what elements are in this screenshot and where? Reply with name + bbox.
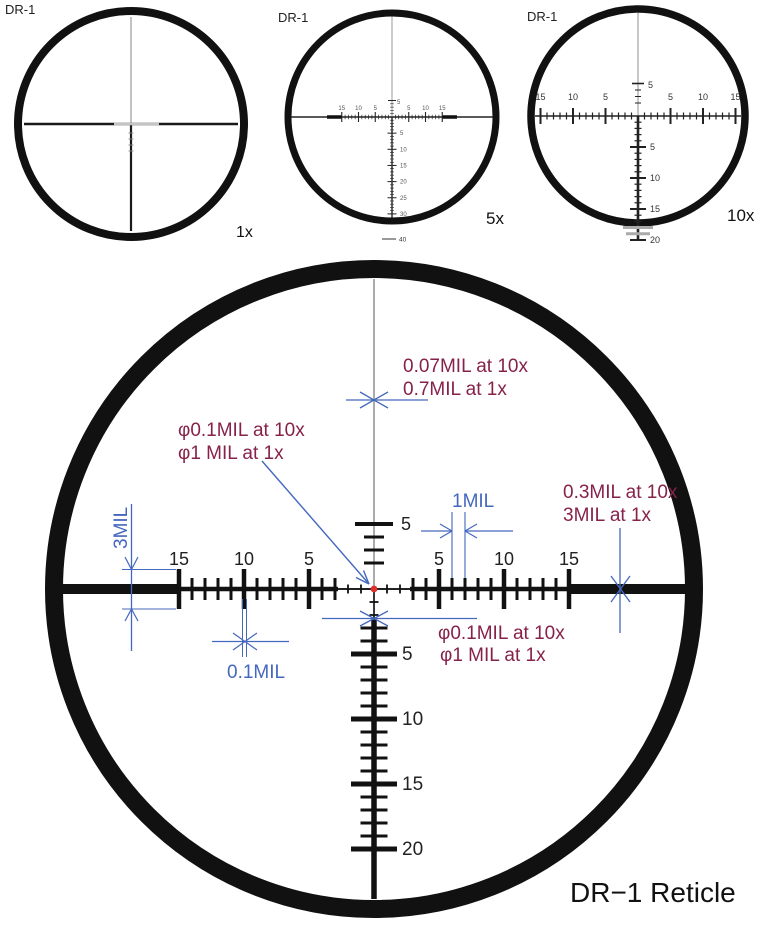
tick-label: 25 xyxy=(400,195,407,202)
tick-label: 20 xyxy=(402,839,424,860)
center-dot-lower-line2: φ1 MIL at 1x xyxy=(440,645,546,666)
tick-label: 15 xyxy=(730,92,741,102)
tick-label: 10 xyxy=(402,709,424,730)
main-reticle xyxy=(54,269,694,909)
center-dot-lower-line1: φ0.1MIL at 10x xyxy=(438,623,565,644)
tick-label: 15 xyxy=(558,549,580,569)
scope-10x-title: DR-1 xyxy=(527,9,558,24)
tick-label: 5 xyxy=(407,106,411,112)
tick-label: 15 xyxy=(650,204,661,214)
annotation-line-thickness-right xyxy=(563,482,678,633)
tick-label: 30 xyxy=(400,211,407,218)
tick-label: 5 xyxy=(373,106,377,112)
tick-label: 5 xyxy=(400,131,404,138)
tick-label: 10 xyxy=(650,173,661,183)
annotation-bar-height-left xyxy=(111,504,176,651)
scope-5x-title: DR-1 xyxy=(278,10,309,25)
tick-label: 5 xyxy=(397,100,401,106)
diagram-title: DR−1 Reticle xyxy=(570,877,736,908)
tick-label: 20 xyxy=(650,235,661,245)
tick-label: 10 xyxy=(567,92,579,102)
tick-label: 10 xyxy=(697,92,709,102)
arrow-left-icon xyxy=(465,524,477,531)
tick-label: 15 xyxy=(438,106,446,112)
center-dot-upper-line1: φ0.1MIL at 10x xyxy=(178,420,305,441)
tick-label: 5 xyxy=(401,514,412,534)
line-thickness-line2: 3MIL at 1x xyxy=(563,505,652,526)
scope-1x xyxy=(5,2,253,241)
center-dot xyxy=(371,586,378,593)
tick-label: 10 xyxy=(355,106,362,112)
tick-label: 10 xyxy=(400,147,407,154)
tick-label: 15 xyxy=(400,163,407,170)
three-mil-label: 3MIL xyxy=(111,506,132,549)
tick-label: 15 xyxy=(535,92,546,102)
arrow-up-icon xyxy=(125,609,132,621)
scope-5x xyxy=(278,10,504,244)
annotation-center-dot-upper xyxy=(178,420,369,584)
annotation-center-dot-lower xyxy=(322,611,565,666)
tick-label: 10 xyxy=(422,106,429,112)
center-dot-upper-line2: φ1 MIL at 1x xyxy=(178,443,284,464)
scope-10x-mag-label: 10x xyxy=(727,206,755,225)
tick-label: 5 xyxy=(648,80,654,90)
tick-label: 5 xyxy=(602,92,609,102)
tick-label: 15 xyxy=(338,106,346,112)
arrow-down-icon xyxy=(125,557,132,570)
scope-5x-mag-label: 5x xyxy=(486,209,504,228)
tick-label: 15 xyxy=(402,774,424,795)
tick-label: 5 xyxy=(402,644,413,665)
tick-label: 40 xyxy=(399,236,407,244)
annotation-tick-width xyxy=(212,599,289,683)
arrow-right-icon xyxy=(440,524,452,531)
scope-10x xyxy=(527,9,755,245)
line-thickness-line1: 0.3MIL at 10x xyxy=(563,482,678,503)
scope-1x-title: DR-1 xyxy=(5,2,36,17)
tick-label: 5 xyxy=(433,549,445,569)
tick-label: 5 xyxy=(667,92,674,102)
gap-annotation-line1: 0.07MIL at 10x xyxy=(403,356,528,377)
one-mil-label: 1MIL xyxy=(452,491,495,512)
gap-annotation-line2: 0.7MIL at 1x xyxy=(403,379,507,400)
tick-label: 10 xyxy=(493,549,515,569)
tick-label: 15 xyxy=(168,549,190,569)
tick-label: 10 xyxy=(233,549,255,569)
tick-label: 5 xyxy=(303,549,315,569)
tick-label: 5 xyxy=(650,142,656,152)
point-one-mil-label: 0.1MIL xyxy=(227,662,286,683)
arrow-to-center-icon xyxy=(262,461,369,584)
scope-1x-mag-label: 1x xyxy=(236,224,253,241)
tick-label: 20 xyxy=(400,179,407,186)
